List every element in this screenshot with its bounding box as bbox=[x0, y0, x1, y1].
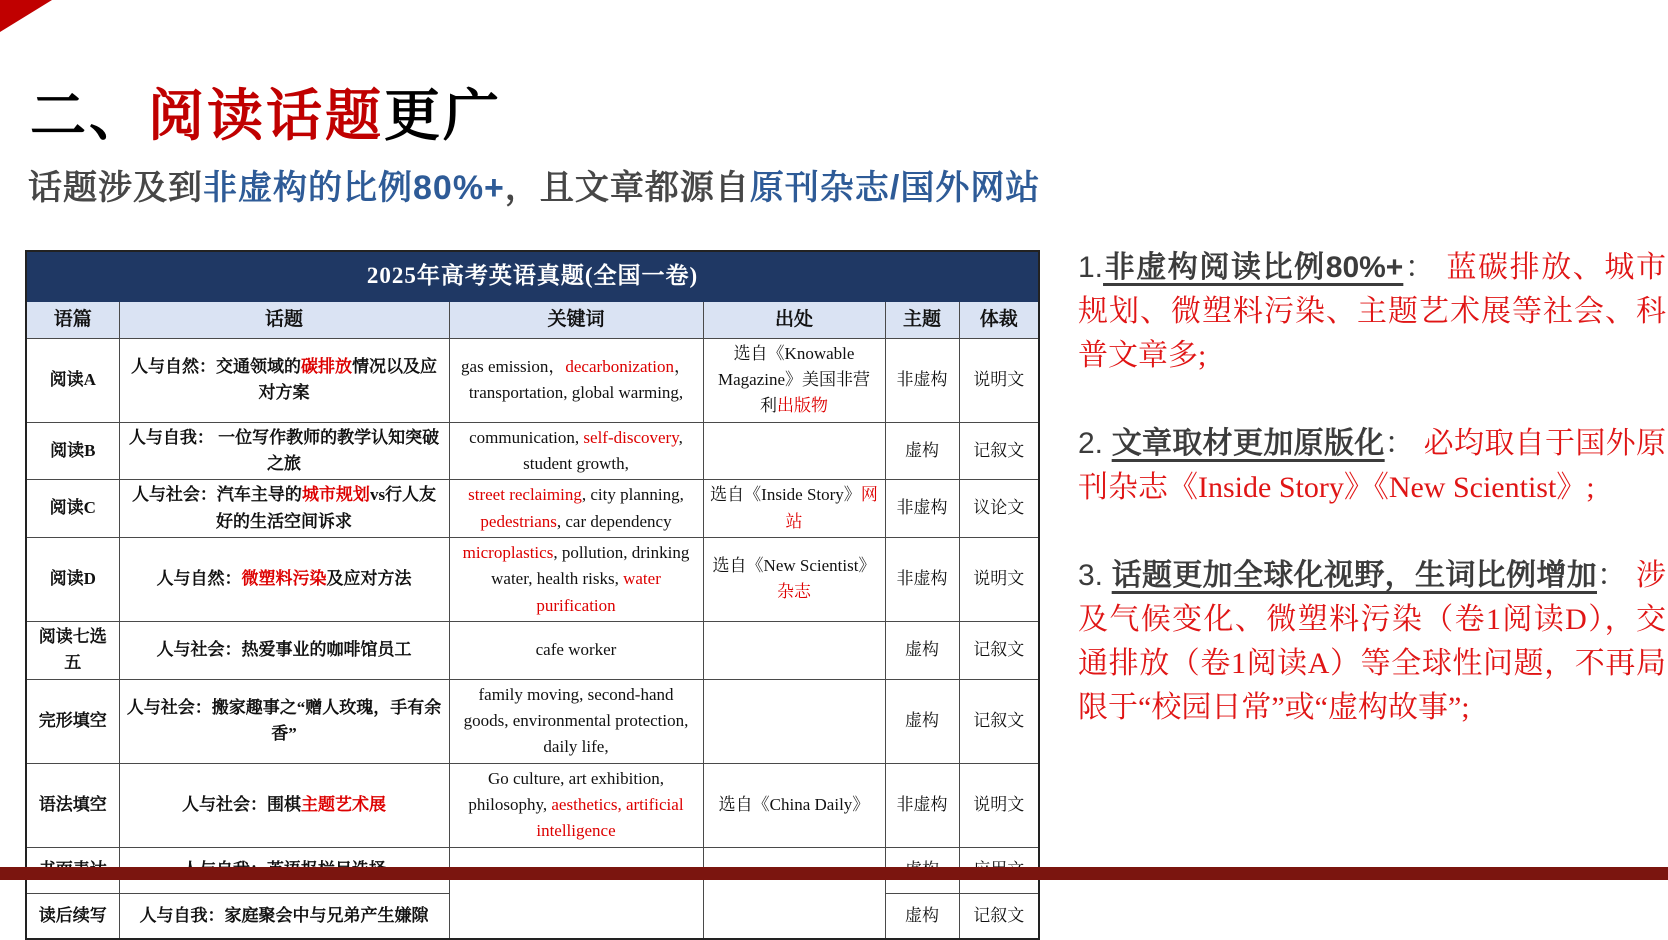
cell-passage: 阅读C bbox=[26, 480, 119, 538]
cell-source bbox=[703, 621, 885, 679]
cell-text: 选自《Inside Story》 bbox=[710, 485, 861, 505]
note-item bbox=[1078, 246, 1666, 378]
cell-text: 人与社会：热爱事业的咖啡馆员工 bbox=[156, 640, 412, 660]
cell-topic bbox=[119, 763, 449, 847]
cell-topic bbox=[119, 480, 449, 538]
cell-passage: 阅读七选五 bbox=[26, 621, 119, 679]
highlighted-text: 出版物 bbox=[777, 396, 828, 416]
cell-passage: 完形填空 bbox=[26, 679, 119, 763]
cell-genre: 说明文 bbox=[959, 338, 1039, 422]
cell-keywords bbox=[449, 537, 703, 621]
cell-text: 选自《Knowable Magazine》美国非营利 bbox=[717, 343, 871, 416]
cell-genre: 记叙文 bbox=[959, 422, 1039, 480]
highlighted-text: 城市规划 bbox=[301, 485, 370, 505]
note-lead: 话题更加全球化视野，生词比例增加 bbox=[1111, 559, 1597, 592]
table-row bbox=[26, 621, 1039, 679]
cell-text: 人与社会：围棋 bbox=[182, 795, 301, 814]
cell-text: ，transportation, global warming, bbox=[468, 356, 691, 403]
note-colon: ： bbox=[1384, 427, 1424, 460]
page-subtitle bbox=[28, 160, 1040, 209]
cell-source bbox=[703, 847, 885, 939]
cell-keywords bbox=[449, 422, 703, 480]
cell-genre: 说明文 bbox=[959, 763, 1039, 847]
cell-text: 人与社会：汽车主导的 bbox=[131, 485, 302, 505]
cell-theme: 非虚构 bbox=[885, 480, 959, 538]
exam-table bbox=[25, 250, 1040, 940]
table-title: 2025年高考英语真题(全国一卷) bbox=[26, 251, 1039, 301]
cell-source bbox=[703, 763, 885, 847]
cell-keywords bbox=[449, 338, 703, 422]
cell-topic bbox=[119, 621, 449, 679]
cell-text: communication, bbox=[469, 427, 584, 447]
note-body: 蓝碳排放、城市规划、微塑料污染、主题艺术展等社会、科普文章多; bbox=[1078, 251, 1666, 372]
cell-genre: 说明文 bbox=[959, 537, 1039, 621]
cell-text: 人与自然： bbox=[156, 569, 242, 589]
cell-text: , student growth, bbox=[523, 427, 683, 473]
cell-text: cafe worker bbox=[535, 640, 617, 660]
exam-table-body bbox=[26, 251, 1039, 939]
table-row bbox=[26, 537, 1039, 621]
cell-passage: 语法填空 bbox=[26, 763, 119, 847]
note-number: 1. bbox=[1078, 251, 1104, 284]
note-lead: 文章取材更加原版化 bbox=[1111, 427, 1385, 460]
subtitle-seg3: ，且文章都源自 bbox=[504, 169, 750, 207]
cell-genre: 记叙文 bbox=[959, 679, 1039, 763]
cell-text: 选自《New Scientist》 bbox=[712, 556, 876, 576]
table-row bbox=[26, 338, 1039, 422]
cell-text: 人与社会：搬家趣事之“赠人玫瑰，手有余香” bbox=[126, 697, 442, 744]
cell-topic bbox=[119, 893, 449, 939]
cell-source bbox=[703, 338, 885, 422]
note-number: 3. bbox=[1078, 559, 1112, 592]
cell-source bbox=[703, 537, 885, 621]
cell-topic bbox=[119, 422, 449, 480]
subtitle-seg1: 话题涉及到 bbox=[28, 169, 203, 207]
table-row bbox=[26, 480, 1039, 538]
column-header: 出处 bbox=[703, 301, 885, 338]
highlighted-text: 网站 bbox=[785, 485, 878, 531]
highlighted-text: aesthetics, artificial intelligence bbox=[536, 795, 684, 841]
cell-topic bbox=[119, 537, 449, 621]
highlighted-text: self-discovery bbox=[583, 427, 679, 447]
cell-keywords bbox=[449, 480, 703, 538]
highlighted-text: pedestrians bbox=[480, 511, 557, 531]
cell-passage: 阅读B bbox=[26, 422, 119, 480]
cell-genre: 记叙文 bbox=[959, 893, 1039, 939]
note-colon: ： bbox=[1403, 251, 1447, 284]
column-header: 话题 bbox=[119, 301, 449, 338]
cell-text: 人与自我：家庭聚会中与兄弟产生嫌隙 bbox=[139, 905, 429, 925]
highlighted-text: water purification bbox=[536, 569, 661, 615]
table-row bbox=[26, 763, 1039, 847]
cell-genre: 记叙文 bbox=[959, 621, 1039, 679]
cell-text: , pollution, drinking water, health risks, bbox=[491, 542, 690, 589]
column-header: 主题 bbox=[885, 301, 959, 338]
cell-topic bbox=[119, 679, 449, 763]
cell-theme: 非虚构 bbox=[885, 763, 959, 847]
cell-genre: 议论文 bbox=[959, 480, 1039, 538]
cell-text: 选自《China Daily》 bbox=[718, 795, 870, 814]
cell-theme: 非虚构 bbox=[885, 537, 959, 621]
corner-decoration bbox=[0, 0, 52, 32]
cell-text: family moving, second-hand goods, environmental protection, daily life, bbox=[463, 684, 689, 757]
highlighted-text: street reclaiming bbox=[468, 485, 582, 505]
cell-theme: 虚构 bbox=[885, 621, 959, 679]
column-header: 体裁 bbox=[959, 301, 1039, 338]
cell-text: 及应对方法 bbox=[326, 569, 412, 589]
cell-keywords bbox=[449, 621, 703, 679]
cell-text: 人与自我： 一位写作教师的教学认知突破之旅 bbox=[128, 427, 440, 473]
highlighted-text: 微塑料污染 bbox=[241, 569, 327, 589]
cell-text: 人与自然：交通领域的 bbox=[131, 356, 301, 376]
cell-keywords bbox=[449, 847, 703, 939]
cell-text: , car dependency bbox=[556, 511, 672, 531]
note-lead: 非虚构阅读比例80%+ bbox=[1103, 251, 1404, 284]
cell-source bbox=[703, 422, 885, 480]
highlighted-text: microplastics bbox=[462, 542, 554, 562]
note-colon: ： bbox=[1597, 559, 1636, 592]
cell-source bbox=[703, 679, 885, 763]
highlighted-text: 碳排放 bbox=[301, 356, 352, 376]
cell-topic bbox=[119, 338, 449, 422]
cell-passage: 阅读A bbox=[26, 338, 119, 422]
subtitle-seg2: 非虚构的比例80%+ bbox=[203, 169, 505, 207]
cell-text: 情况以及应对方案 bbox=[258, 356, 437, 403]
note-body: 必均取自于国外原刊杂志《Inside Story》《New Scientist》; bbox=[1078, 427, 1666, 504]
page-title-highlight: 阅读话题 bbox=[148, 83, 384, 147]
cell-theme: 虚构 bbox=[885, 679, 959, 763]
page-title-suffix: 更广 bbox=[384, 83, 502, 147]
cell-theme: 非虚构 bbox=[885, 338, 959, 422]
cell-theme: 虚构 bbox=[885, 893, 959, 939]
highlighted-text: 杂志 bbox=[777, 582, 811, 602]
subtitle-seg4: 原刊杂志/国外网站 bbox=[749, 169, 1041, 207]
highlighted-text: 主题艺术展 bbox=[301, 795, 386, 814]
cell-passage: 阅读D bbox=[26, 537, 119, 621]
column-header: 语篇 bbox=[26, 301, 119, 338]
notes-panel bbox=[1078, 246, 1666, 774]
cell-keywords bbox=[449, 679, 703, 763]
page-title bbox=[30, 72, 502, 152]
cell-text: , city planning, bbox=[581, 485, 684, 505]
highlighted-text: decarbonization bbox=[565, 356, 674, 376]
note-item bbox=[1078, 554, 1666, 730]
cell-keywords bbox=[449, 763, 703, 847]
cell-source bbox=[703, 480, 885, 538]
cell-passage: 读后续写 bbox=[26, 893, 119, 939]
cell-theme: 虚构 bbox=[885, 422, 959, 480]
page-title-prefix: 二、 bbox=[30, 83, 148, 147]
column-header: 关键词 bbox=[449, 301, 703, 338]
table-row bbox=[26, 422, 1039, 480]
note-number: 2. bbox=[1078, 427, 1112, 460]
table-row bbox=[26, 679, 1039, 763]
cell-text: gas emission， bbox=[461, 356, 566, 376]
note-body: 涉及气候变化、微塑料污染（卷1阅读D），交通排放（卷1阅读A）等全球性问题，不再局限于“校园日常”或“虚构故事”; bbox=[1078, 559, 1666, 724]
cell-text: vs行人友好的生活空间诉求 bbox=[216, 485, 437, 531]
bottom-accent-bar bbox=[0, 867, 1668, 880]
cell-text: Go culture, art exhibition, philosophy, bbox=[468, 768, 665, 814]
note-item bbox=[1078, 422, 1666, 510]
